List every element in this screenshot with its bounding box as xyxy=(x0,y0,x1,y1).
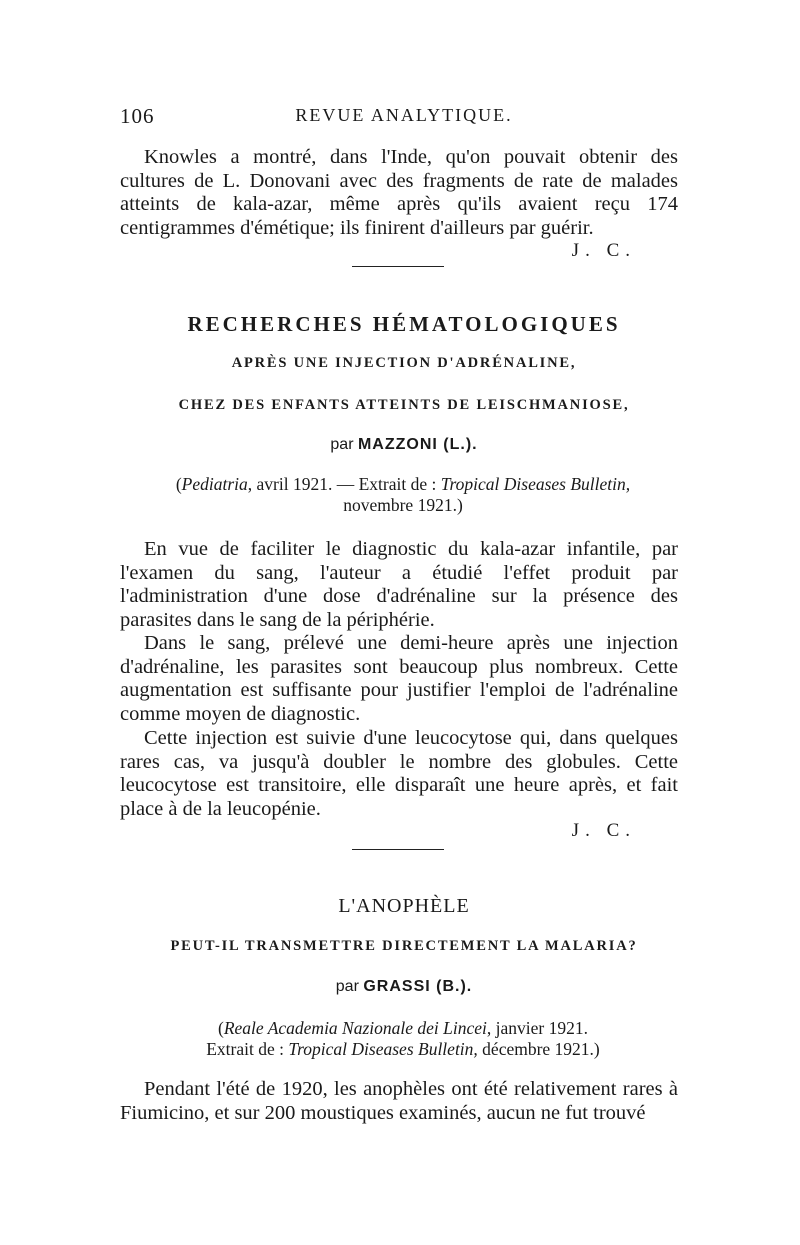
article2-source-date: décembre 1921.) xyxy=(477,1039,600,1059)
article1-paragraph-2: Dans le sang, prélevé une demi-heure après une injection d'adrénaline, les parasites sont beaucoup plus nombreux. Cette augmentation est suffisante pour justifier l'emploi de l'adrénaline comme moyen de diagnostic. xyxy=(120,632,678,726)
page-number: 106 xyxy=(120,104,155,128)
article2-byline xyxy=(0,978,800,996)
article1-source-date: novembre 1921.) xyxy=(343,495,463,515)
article0-signature: J. C. xyxy=(571,240,636,261)
page-header xyxy=(120,104,680,134)
article1-subtitle-1: APRÈS UNE INJECTION D'ADRÉNALINE, xyxy=(231,355,577,371)
article2-title: L'ANOPHÈLE xyxy=(338,895,470,917)
article1-author-prefix: par xyxy=(330,436,354,453)
article1-author: MAZZONI (L.). xyxy=(357,436,478,453)
article2-source-prefix-2: Extrait de : xyxy=(206,1039,289,1059)
article1-source: (Pediatria, avril 1921. — Extrait de : Tropical Diseases Bulletin, novembre 1921.) xyxy=(175,474,631,515)
article1-byline xyxy=(0,436,800,454)
article1-source-rest: , avril 1921. — Extrait de : xyxy=(247,474,441,494)
article1-signature: J. C. xyxy=(571,820,636,841)
section-divider xyxy=(352,849,444,850)
article1-paragraph-3: Cette injection est suivie d'une leucocytose qui, dans quelques rares cas, va jusqu'à doubler le nombre des globules. Cette leucocytose est transitoire, elle disparaît une heure après, et fait place à de la leucopénie. xyxy=(120,727,678,821)
article1-title: RECHERCHES HÉMATOLOGIQUES xyxy=(187,312,621,336)
article1-source-bulletin: Tropical Diseases Bulletin, xyxy=(440,474,631,494)
article0-paragraph: Knowles a montré, dans l'Inde, qu'on pouvait obtenir des cultures de L. Donovani avec des fragments de rate de malades atteints de kala-azar, même après qu'ils avaient reçu 174 centigrammes d'émétique; ils finirent d'ailleurs par guérir. xyxy=(120,146,678,240)
article1-subtitle-2: CHEZ DES ENFANTS ATTEINTS DE LEISCHMANIOSE, xyxy=(178,397,630,413)
article2-subtitle: PEUT-IL TRANSMETTRE DIRECTEMENT LA MALARIA? xyxy=(170,938,638,954)
article2-author-prefix: par xyxy=(335,978,359,995)
section-divider xyxy=(352,266,444,267)
article1-source-journal: Pediatria xyxy=(181,474,248,494)
running-title: REVUE ANALYTIQUE. xyxy=(295,105,513,125)
article2-source-journal: Reale Academia Nazionale dei Lincei xyxy=(223,1018,487,1038)
article2-source-rest-1: , janvier 1921. xyxy=(486,1018,588,1038)
article2-author: GRASSI (B.). xyxy=(363,978,473,995)
article2-source: (Reale Academia Nazionale dei Lincei, janvier 1921. Extrait de : Tropical Diseases Bulletin, décembre 1921.) xyxy=(206,1018,600,1059)
article1-paragraph-1: En vue de faciliter le diagnostic du kala-azar infantile, par l'examen du sang, l'auteur a étudié l'effet produit par l'administration d'une dose d'adrénaline sur la présence des parasites dans le sang de la périphérie. xyxy=(120,538,678,632)
article2-paragraph: Pendant l'été de 1920, les anophèles ont été relativement rares à Fiumicino, et sur 200 moustiques examinés, aucun ne fut trouvé xyxy=(120,1078,678,1124)
article2-source-bulletin: Tropical Diseases Bulletin, xyxy=(288,1039,478,1059)
